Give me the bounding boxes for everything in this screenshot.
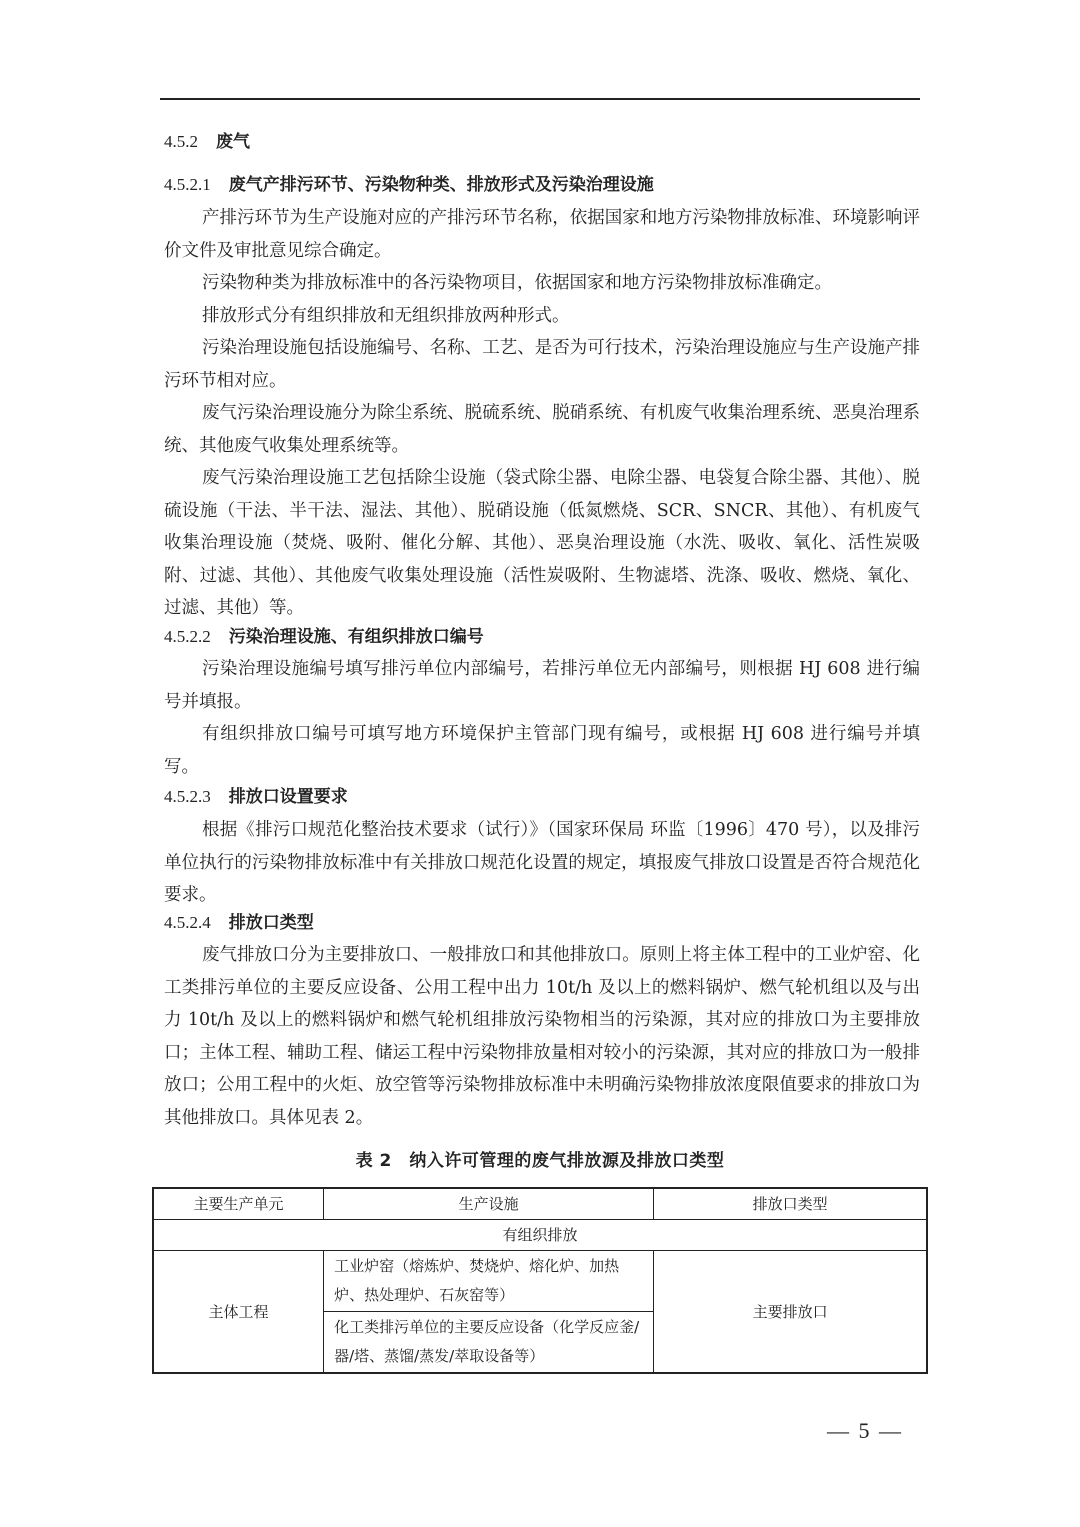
section-number: 4.5.2.1 [164, 175, 211, 194]
header-rule [160, 98, 920, 100]
section-number: 4.5.2.2 [164, 627, 211, 646]
section-title: 排放口设置要求 [228, 787, 348, 807]
paragraphs-4-5-2-2 [164, 653, 920, 783]
section-title: 排放口类型 [228, 913, 314, 933]
section-heading-4-5-2 [164, 126, 920, 158]
table-caption: 表 2 纳入许可管理的废气排放源及排放口类型 [355, 1151, 725, 1171]
paragraphs-4-5-2-1 [164, 202, 920, 625]
paragraph: 根据《排污口规范化整治技术要求（试行）》（国家环保局 环监〔1996〕470 号），以及排污单位执行的污染物排放标准中有关排放口规范化设置的规定，填报废气排放口设置是否符合规范化要求。 [164, 820, 920, 905]
table-cell-facility: 化工类排污单位的主要反应设备（化学反应釜/器/塔、蒸馏/蒸发/萃取设备等） [324, 1311, 654, 1373]
table-header-cell: 主要生产单元 [153, 1188, 324, 1219]
table-header-cell: 生产设施 [324, 1188, 654, 1219]
paragraph: 污染治理设施编号填写排污单位内部编号，若排污单位无内部编号，则根据 HJ 608 进行编号并填报。 [164, 659, 920, 712]
table-header-row [153, 1188, 927, 1219]
table-subheader-cell: 有组织排放 [153, 1219, 927, 1250]
section-title: 废气 [216, 132, 250, 152]
table-cell-outlet-type: 主要排放口 [654, 1250, 927, 1373]
section-number: 4.5.2.4 [164, 913, 211, 932]
paragraphs-4-5-2-3 [164, 814, 920, 912]
section-heading-4-5-2-3 [164, 781, 920, 813]
table-header-cell: 排放口类型 [654, 1188, 927, 1219]
paragraph: 产排污环节为生产设施对应的产排污环节名称，依据国家和地方污染物排放标准、环境影响评价文件及审批意见综合确定。 [164, 208, 920, 261]
section-number: 4.5.2 [164, 132, 198, 151]
section-title: 废气产排污环节、污染物种类、排放形式及污染治理设施 [228, 175, 654, 195]
paragraph: 排放形式分有组织排放和无组织排放两种形式。 [202, 305, 570, 326]
section-heading-4-5-2-2 [164, 621, 920, 653]
table-row [153, 1250, 927, 1311]
paragraph: 污染治理设施包括设施编号、名称、工艺、是否为可行技术，污染治理设施应与生产设施产排污环节相对应。 [164, 338, 920, 391]
emission-source-table [152, 1187, 928, 1374]
paragraph: 废气排放口分为主要排放口、一般排放口和其他排放口。原则上将主体工程中的工业炉窑、化工类排污单位的主要反应设备、公用工程中出力 10t/h 及以上的燃料锅炉、燃气轮机组以及与出力 10t/h 及以上的燃料锅炉和燃气轮机组排放污染物相当的污染源，其对应的排放口为主要排放口；主体工程、辅助工程、储运工程中污染物排放量相对较小的污染源，其对应的排放口为一般排放口；公用工程中的火炬、放空管等污染物排放标准中未明确污染物排放浓度限值要求的排放口为其他排放口。具体见表 2。 [164, 945, 920, 1128]
section-heading-4-5-2-4 [164, 907, 920, 939]
table-subheader-row [153, 1219, 927, 1250]
table-cell-facility: 工业炉窑（熔炼炉、焚烧炉、熔化炉、加热炉、热处理炉、石灰窑等） [324, 1250, 654, 1311]
paragraph: 污染物种类为排放标准中的各污染物项目，依据国家和地方污染物排放标准确定。 [202, 273, 832, 293]
section-title: 污染治理设施、有组织排放口编号 [228, 627, 484, 647]
section-heading-4-5-2-1 [164, 169, 920, 201]
table-cell-unit: 主体工程 [153, 1250, 324, 1373]
paragraph: 废气污染治理设施工艺包括除尘设施（袋式除尘器、电除尘器、电袋复合除尘器、其他）、脱硫设施（干法、半干法、湿法、其他）、脱硝设施（低氮燃烧、SCR、SNCR、其他）、有机废气收集治理设施（焚烧、吸附、催化分解、其他）、恶臭治理设施（水洗、吸收、氧化、活性炭吸附、过滤、其他）、其他废气收集处理设施（活性炭吸附、生物滤塔、洗涤、吸收、燃烧、氧化、过滤、其他）等。 [164, 468, 920, 618]
section-number: 4.5.2.3 [164, 787, 211, 806]
paragraphs-4-5-2-4 [164, 939, 920, 1134]
paragraph: 废气污染治理设施分为除尘系统、脱硫系统、脱硝系统、有机废气收集治理系统、恶臭治理系统、其他废气收集处理系统等。 [164, 403, 920, 456]
page-number: — 5 — [827, 1418, 903, 1443]
paragraph: 有组织排放口编号可填写地方环境保护主管部门现有编号，或根据 HJ 608 进行编号并填写。 [164, 724, 920, 777]
